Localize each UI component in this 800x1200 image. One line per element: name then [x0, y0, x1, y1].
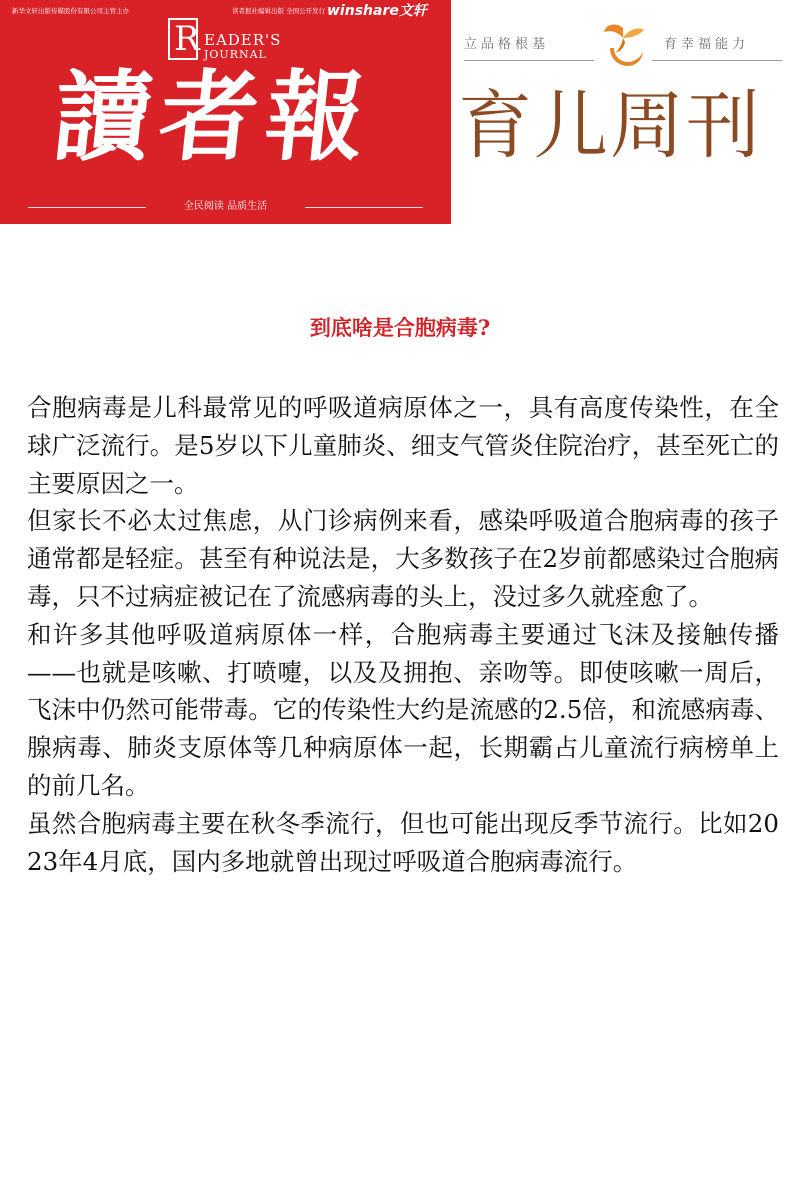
winshare-logo: winshare文轩: [327, 3, 427, 19]
publisher-line: 新华文轩出版传媒股份有限公司主管主办: [12, 7, 129, 15]
paragraph: 合胞病毒是儿科最常见的呼吸道病原体之一，具有高度传染性，在全球广泛流行。是5岁以下儿童肺炎、细支气管炎住院治疗，甚至死亡的主要原因之一。: [27, 393, 779, 498]
paragraph: 虽然合胞病毒主要在秋冬季流行，但也可能出现反季节流行。比如2023年4月底，国内多地就曾出现过呼吸道合胞病毒流行。: [27, 808, 779, 876]
slogan-divider-left: [464, 60, 594, 61]
paragraph: 和许多其他呼吸道病原体一样，合胞病毒主要通过飞沫及接触传播——也就是咳嗽、打喷嚏，以及及拥抱、亲吻等。即使咳嗽一周后，飞沫中仍然可能带毒。它的传染性大约是流感的2.5倍，和流感病毒、腺病毒、肺炎支原体等几种病原体一起，长期霸占儿童流行病榜单上的前几名。: [27, 619, 779, 800]
tagline-divider-right: [305, 207, 423, 208]
weekly-title: 育儿周刊: [458, 83, 762, 169]
editor-line: 读者报社编辑出版 全国公开发行: [232, 7, 326, 15]
slogan-left: 立品格根基: [464, 37, 550, 52]
english-title: EADER'S: [204, 31, 282, 49]
sprout-logo-icon: [598, 22, 648, 70]
article-body: [27, 389, 779, 880]
tagline-row: [28, 200, 423, 214]
readers-journal-masthead: [0, 0, 451, 224]
r-logo-letter: R: [174, 19, 200, 59]
paragraph: 但家长不必太过焦虑，从门诊病例来看，感染呼吸道合胞病毒的孩子通常都是轻症。甚至有种说法是，大多数孩子在2岁前都感染过合胞病毒，只不过病症被记在了流感病毒的头上，没过多久就痊愈了。: [27, 506, 779, 611]
slogan-right: 育幸福能力: [664, 37, 750, 52]
weekly-slogan-row: [464, 22, 782, 70]
tagline: 全民阅读 品质生活: [183, 201, 268, 212]
calligraphy-title: 讀者報: [48, 60, 379, 175]
article-title: 到底啥是合胞病毒?: [309, 315, 491, 340]
english-subtitle: JOURNAL: [204, 48, 267, 61]
slogan-divider-right: [652, 60, 782, 61]
